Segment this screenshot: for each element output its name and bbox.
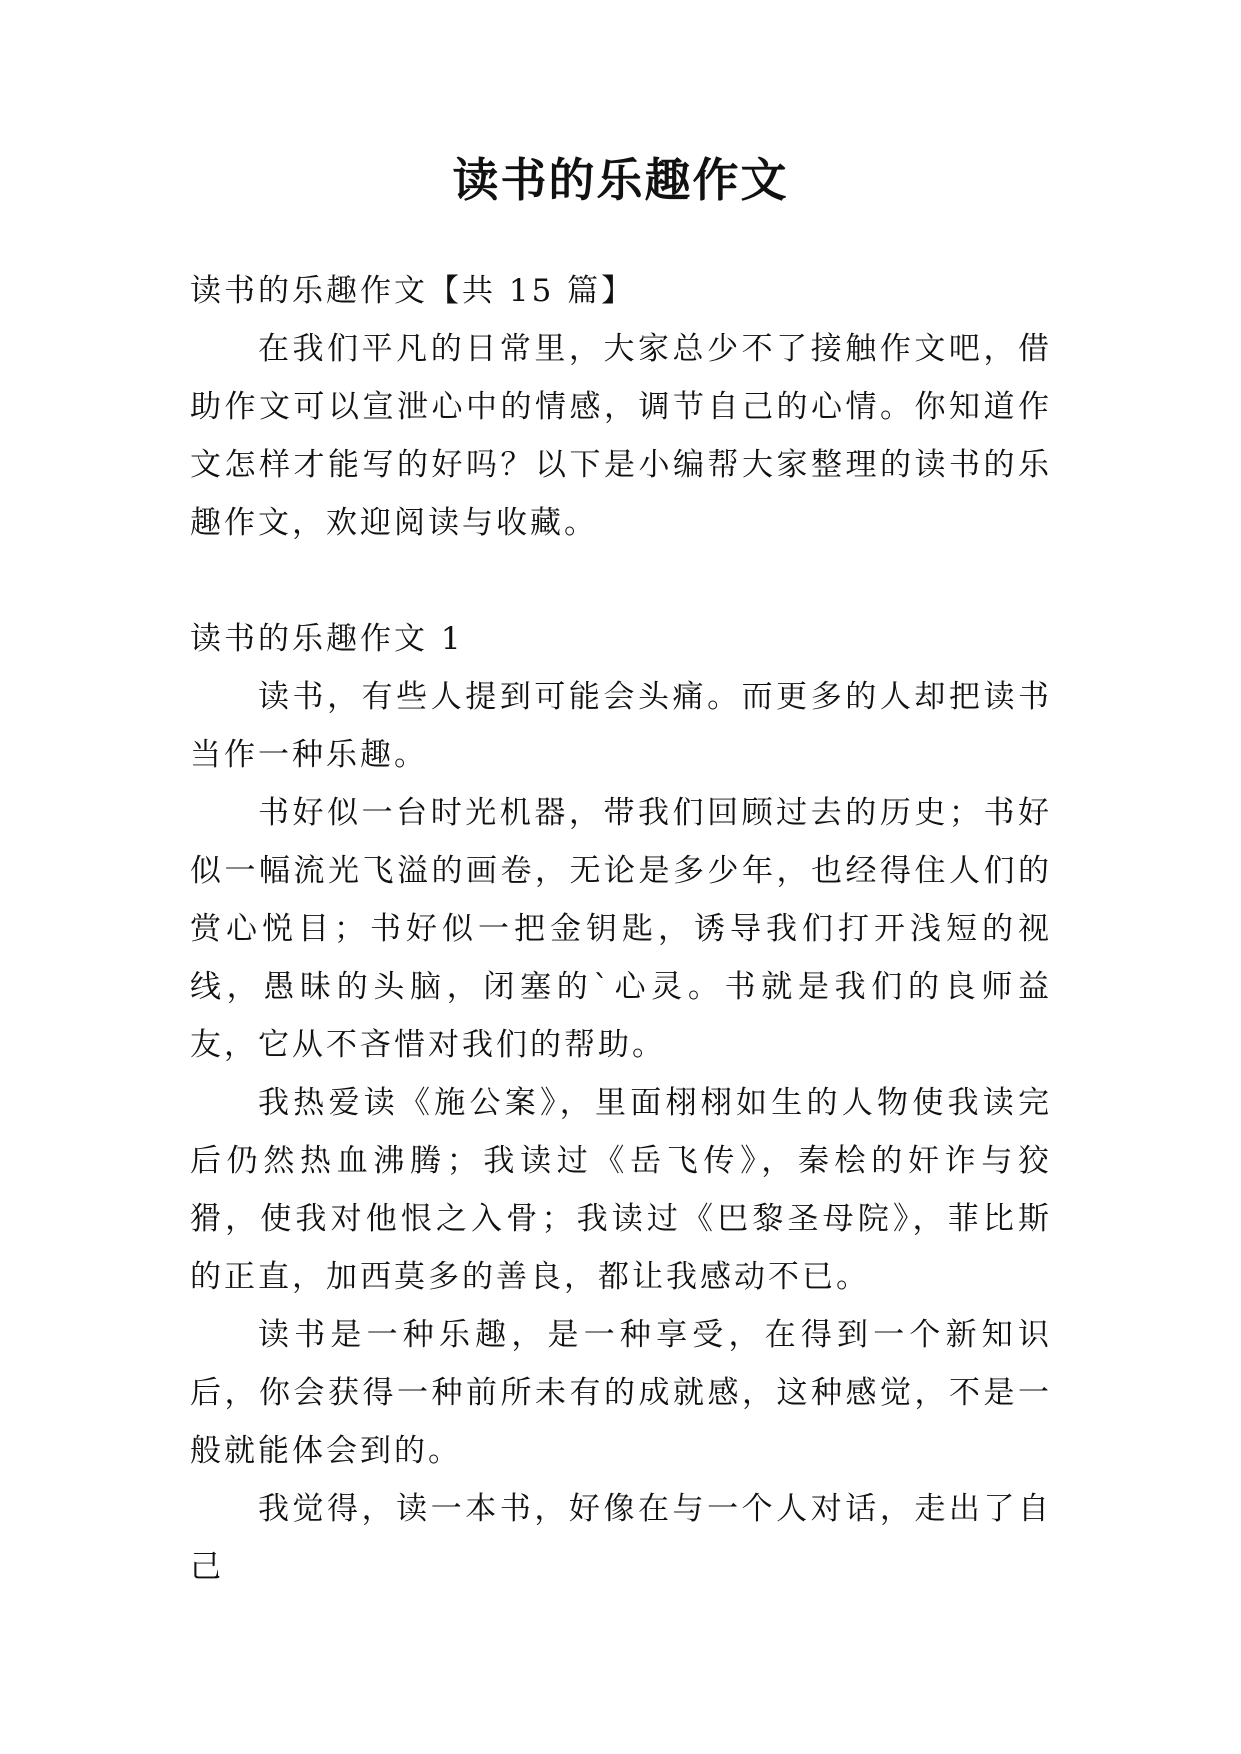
section-heading: 读书的乐趣作文 1: [190, 621, 464, 657]
body-paragraph: 我热爱读《施公案》，里面栩栩如生的人物使我读完后仍然热血沸腾；我读过《岳飞传》，秦桧的奸诈与狡猾，使我对他恨之入骨；我读过《巴黎圣母院》，菲比斯的正直，加西莫多的善良，都让我感动不已。: [190, 1085, 1052, 1295]
section-spacer: [190, 552, 1052, 610]
document-title: 读书的乐趣作文: [452, 153, 789, 207]
intro-paragraph: 在我们平凡的日常里，大家总少不了接触作文吧，借助作文可以宣泄心中的情感，调节自己的心情。你知道作文怎样才能写的好吗？以下是小编帮大家整理的读书的乐趣作文，欢迎阅读与收藏。: [190, 331, 1052, 541]
document-body: [190, 262, 1052, 1596]
body-paragraph: 读书是一种乐趣，是一种享受，在得到一个新知识后，你会获得一种前所未有的成就感，这种感觉，不是一般就能体会到的。: [190, 1317, 1052, 1469]
body-paragraph: 我觉得，读一本书，好像在与一个人对话，走出了自己: [190, 1491, 1052, 1585]
document-subtitle: 读书的乐趣作文【共 15 篇】: [190, 273, 636, 309]
body-paragraph: 读书，有些人提到可能会头痛。而更多的人却把读书当作一种乐趣。: [190, 679, 1052, 773]
body-paragraph: 书好似一台时光机器，带我们回顾过去的历史；书好似一幅流光飞溢的画卷，无论是多少年，也经得住人们的赏心悦目；书好似一把金钥匙，诱导我们打开浅短的视线，愚昧的头脑，闭塞的`心灵。书就是我们的良师益友，它从不吝惜对我们的帮助。: [190, 795, 1052, 1063]
